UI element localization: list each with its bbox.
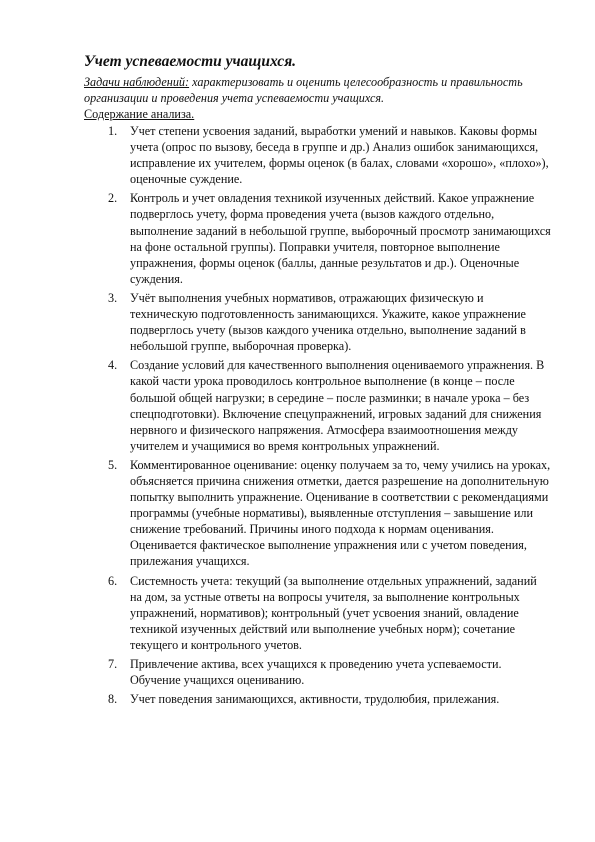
item-number: 5. bbox=[108, 457, 118, 472]
list-item bbox=[84, 357, 551, 454]
item-number: 6. bbox=[108, 573, 118, 588]
item-number: 4. bbox=[108, 358, 118, 373]
list-item bbox=[84, 573, 551, 653]
tasks-text: характеризовать и оценить целесообразность и правильность организации и проведения учета успеваемости учащихся. bbox=[84, 75, 523, 105]
item-number: 3. bbox=[108, 290, 118, 305]
list-item bbox=[84, 290, 551, 354]
analysis-list bbox=[84, 123, 551, 707]
list-item bbox=[84, 457, 551, 570]
item-text: Учет поведения занимающихся, активности, трудолюбия, прилежания. bbox=[130, 692, 500, 707]
content-label: Содержание анализа. bbox=[84, 107, 195, 121]
item-text: Привлечение актива, всех учащихся к проведению учета успеваемости. Обучение учащихся оцениванию. bbox=[130, 657, 502, 688]
item-text: Комментированное оценивание: оценку получаем за то, чему учились на уроках, объясняется причина снижения отметки, дается разрешение на дополнительную попытку выполнить упражнение. Оценивание в соответствии с рекомендациями программы (учебные нормативы), выявленные отступления – завышение или снижение требований. Причины иного подхода к нормам оценивания. Оценивается фактическое выполнение упражнения или с учетом поведения, прилежания учащихся. bbox=[130, 457, 551, 569]
item-number: 2. bbox=[108, 191, 118, 206]
item-text: Учёт выполнения учебных нормативов, отражающих физическую и техническую подготовленность занимающихся. Укажите, какое упражнение подверглось учету (вызов каждого ученика отдельно, выполнение заданий в небольшой группе, выборочная проверка). bbox=[130, 290, 526, 354]
item-text: Системность учета: текущий (за выполнение отдельных упражнений, заданий на дом, за устные ответы на вопросы учителя, за выполнение контрольных упражнений, нормативов); контрольный (учет усвоения знаний, овладение техникой изученных действий или выполнение учебных норм); сочетание текущего и контрольного учетов. bbox=[130, 573, 537, 652]
item-number: 7. bbox=[108, 657, 118, 671]
list-item bbox=[84, 190, 551, 287]
item-text: Создание условий для качественного выполнения оцениваемого упражнения. В какой части урока проводилось контрольное выполнение (в конце – после большой общей нагрузки; в середине – после разминки; в начале урока – без спецподготовки). Включение спецупражнений, игровых заданий для снижения нервного и физического напряжения. Атмосфера взаимоотношения между учителем и учащимися во время контрольных упражнений. bbox=[130, 358, 545, 453]
list-item bbox=[84, 123, 551, 187]
tasks-label: Задачи наблюдений: bbox=[84, 75, 190, 89]
item-text: Контроль и учет овладения техникой изученных действий. Какое упражнение подверглось учету, форма проведения учета (вызов каждого отдельно, выполнение заданий в небольшой группе, выборочный просмотр занимающихся на фоне остальной группы). Поправки учителя, повторное выполнение упражнения, формы оценок (баллы, данные результатов и др.). Оценочные суждения. bbox=[130, 191, 551, 286]
page-title: Учет успеваемости учащихся. bbox=[84, 53, 297, 70]
item-text: Учет степени усвоения заданий, выработки умений и навыков. Каковы формы учета (опрос по вызову, беседа в группе и др.) Анализ ошибок занимающихся, исправление их учителем, формы оценок (в балах, словами «хорошо», «плохо»), оценочные суждение. bbox=[130, 124, 549, 187]
item-number: 1. bbox=[108, 124, 118, 138]
list-item bbox=[84, 656, 551, 688]
list-item bbox=[84, 691, 551, 707]
item-number: 8. bbox=[108, 692, 118, 707]
tasks-paragraph bbox=[84, 74, 551, 106]
